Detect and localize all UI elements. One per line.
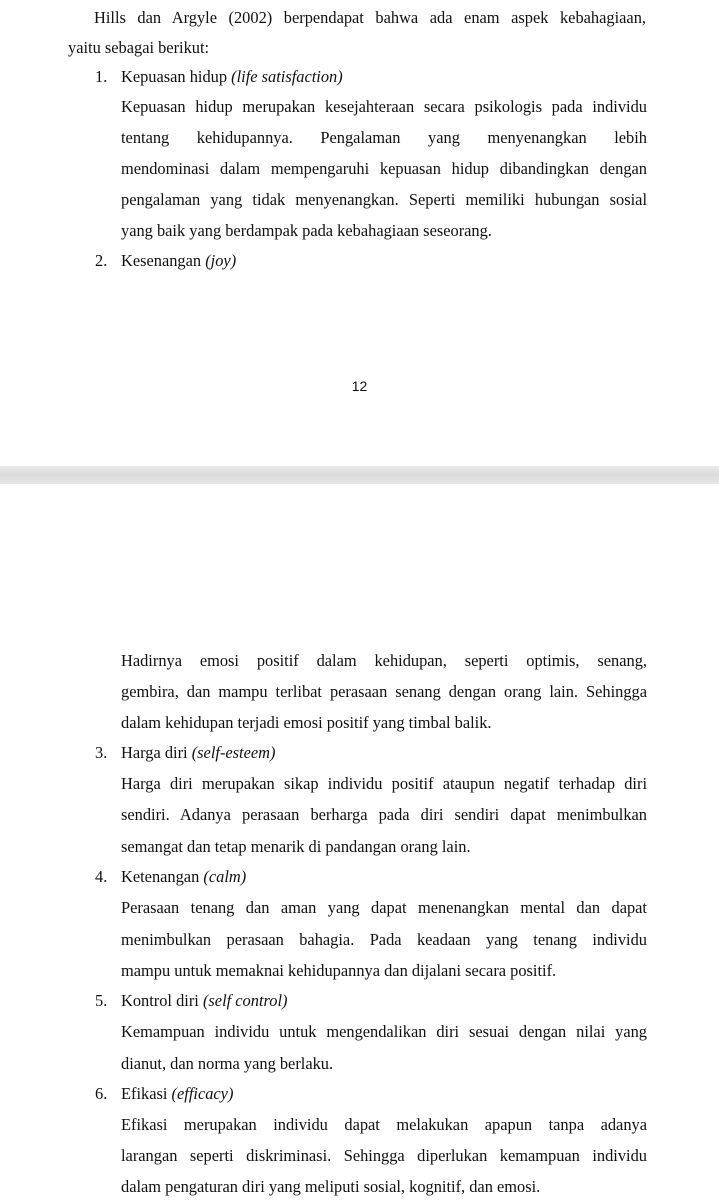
paragraph-line: Kemampuan individu untuk mengendalikan diri sesuai dengan nilai yang [121, 1022, 647, 1041]
list-item-heading [121, 1084, 233, 1104]
list-number: 6. [95, 1084, 108, 1103]
list-item-title: Kontrol diri [121, 991, 199, 1010]
intro-line: yaitu sebagai berikut: [68, 38, 210, 57]
paragraph-line: dalam kehidupan terjadi emosi positif yang timbal balik. [121, 713, 492, 732]
paragraph-line: mampu untuk memaknai kehidupannya dan dijalani secara positif. [121, 961, 557, 980]
paragraph-line: dianut, dan norma yang berlaku. [121, 1054, 334, 1073]
list-item-term: (self control) [202, 991, 288, 1010]
list-item-term: (efficacy) [171, 1084, 234, 1103]
document-page-12 [0, 0, 719, 466]
paragraph-line: Perasaan tenang dan aman yang dapat menenangkan mental dan dapat [121, 898, 647, 917]
paragraph-line: dalam pengaturan diri yang meliputi sosial, kognitif, dan emosi. [121, 1177, 541, 1196]
document-page-13 [0, 484, 719, 1200]
list-item-heading [121, 867, 246, 887]
page-separator [0, 466, 719, 484]
paragraph-line: Kepuasan hidup merupakan kesejahteraan secara psikologis pada individu [121, 97, 647, 116]
list-item-term: (self-esteem) [191, 743, 276, 762]
list-item-title: Ketenangan [121, 867, 200, 886]
list-item-heading [121, 251, 236, 271]
intro-line: Hills dan Argyle (2002) berpendapat bahwa ada enam aspek kebahagiaan, [94, 8, 646, 27]
paragraph-line: menimbulkan perasaan bahagia. Pada keadaan yang tenang individu [121, 930, 647, 949]
paragraph-line: semangat dan tetap menarik di pandangan orang lain. [121, 837, 471, 856]
paragraph-line: sendiri. Adanya perasaan berharga pada diri sendiri dapat menimbulkan [121, 805, 647, 824]
list-item-heading [121, 743, 275, 763]
list-item-title: Harga diri [121, 743, 188, 762]
list-item-title: Kesenangan [121, 251, 202, 270]
paragraph-line: pengalaman yang tidak menyenangkan. Seperti memiliki hubungan sosial [121, 190, 647, 209]
paragraph-line: Efikasi merupakan individu dapat melakukan apapun tanpa adanya [121, 1115, 647, 1134]
list-number: 1. [95, 67, 108, 86]
list-item-heading [121, 991, 287, 1011]
paragraph-line: gembira, dan mampu terlibat perasaan senang dengan orang lain. Sehingga [121, 682, 647, 701]
list-item-title: Kepuasan hidup [121, 67, 228, 86]
list-number: 4. [95, 867, 108, 886]
list-item-title: Efikasi [121, 1084, 168, 1103]
paragraph-line: mendominasi dalam mempengaruhi kepuasan hidup dibandingkan dengan [121, 159, 647, 178]
paragraph-line: yang baik yang berdampak pada kebahagiaan seseorang. [121, 221, 492, 240]
paragraph-line: tentang kehidupannya. Pengalaman yang menyenangkan lebih [121, 128, 647, 147]
paragraph-line: Hadirnya emosi positif dalam kehidupan, seperti optimis, senang, [121, 651, 647, 670]
list-number: 3. [95, 743, 108, 762]
list-item-term: (joy) [205, 251, 237, 270]
page-number: 12 [351, 378, 368, 394]
list-number: 5. [95, 991, 108, 1010]
list-item-heading [121, 67, 343, 87]
list-item-term: (calm) [203, 867, 247, 886]
paragraph-line: larangan seperti diskriminasi. Sehingga diperlukan kemampuan individu [121, 1146, 647, 1165]
paragraph-line: Harga diri merupakan sikap individu positif ataupun negatif terhadap diri [121, 774, 647, 793]
list-item-term: (life satisfaction) [231, 67, 343, 86]
list-number: 2. [95, 251, 108, 270]
